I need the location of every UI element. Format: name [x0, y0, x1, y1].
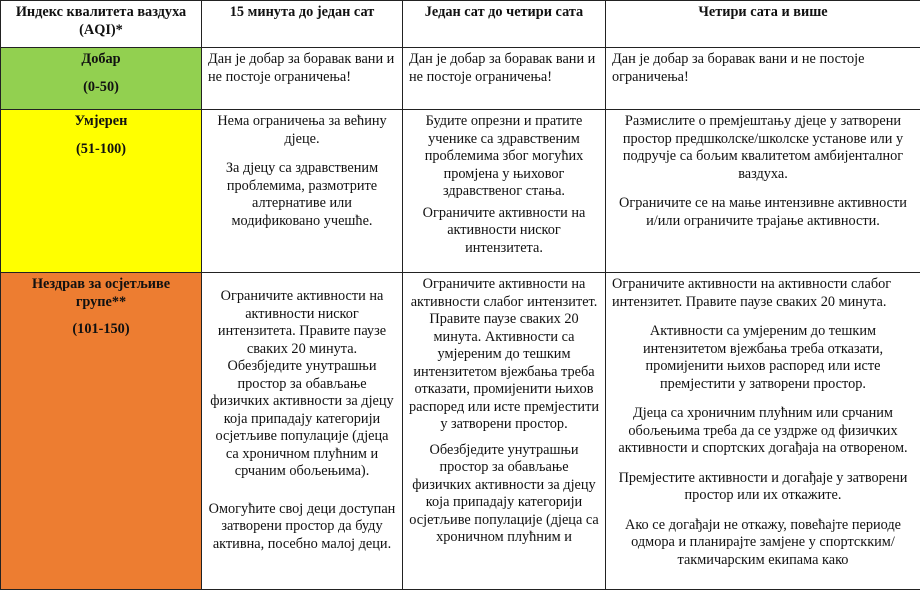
cell-usg-4h	[606, 273, 920, 590]
header-4h-plus: Четири сата и више	[606, 1, 920, 48]
guidance-text: Дјеца са хроничним плућним или срчаним обољењима треба да се уздрже од физичких активности и спортских догађаја на отвореном.	[612, 405, 914, 458]
guidance-text: Обезбједите унутрашњи простор за обављање физичких активности за дјецу која припадају категорији осјетљиве популације (дјеца са хроничном плућним и	[409, 442, 599, 547]
guidance-text: Ограничите активности на активности слабог интензитет. Правите паузе сваких 20 минута. Активности са умјереним до тешким интензитетом вјежбања треба отказати, промијенити њихов распоред или исте премјестити у затворени простор.	[409, 276, 599, 434]
category-cell-moderate	[1, 110, 202, 273]
guidance-text: Ограничите се на мање интензивне активности и/или ограничите трајање активности.	[612, 195, 914, 230]
category-cell-good	[1, 48, 202, 110]
row-unhealthy-sensitive	[1, 273, 920, 590]
guidance-text: Активности са умјереним до тешким интензитетом вјежбања треба отказати, промијенити њихов распоред или исте премјестити у затворени простор.	[612, 323, 914, 393]
cell-good-1h	[403, 48, 606, 110]
header-1h-4h: Један сат до четири сата	[403, 1, 606, 48]
guidance-text: Ограничите активности на активности слабог интензитет. Правите паузе сваких 20 минута.	[612, 276, 914, 311]
cell-good-4h	[606, 48, 920, 110]
guidance-text: Ограничите активности на активности ниског интензитета. Правите паузе сваких 20 минута. Обезбједите унутрашњи простор за обављање физичких активности за дјецу која припадају категорији осјетљиве популације (дјеца са хроничном плућним и срчаним обољењима).	[208, 288, 396, 481]
category-cell-unhealthy-sensitive	[1, 273, 202, 590]
cell-usg-1h	[403, 273, 606, 590]
cell-usg-15min	[202, 273, 403, 590]
guidance-text: Ограничите активности на активности ниског интензитета.	[409, 205, 599, 258]
guidance-text: Будите опрезни и пратите ученике са здравственим проблемима због могућих промјена у њиховог здравственог стања.	[409, 113, 599, 201]
category-range: (101-150)	[7, 321, 195, 339]
guidance-text: За дјецу са здравственим проблемима, размотрите алтернативе или модификовано учешће.	[208, 160, 396, 230]
category-range: (51-100)	[7, 141, 195, 159]
guidance-text: Ако се догађаји не откажу, повећајте периоде одмора и планирајте замјене у спортскким/такмичарским екипама како	[612, 517, 914, 570]
row-moderate	[1, 110, 920, 273]
guidance-text: Дан је добар за боравак вани и не постоје ограничења!	[208, 51, 396, 86]
guidance-text: Омогућите свој деци доступан затворени простор да буду активна, посебно малој деци.	[208, 501, 396, 554]
cell-moderate-1h	[403, 110, 606, 273]
guidance-text: Премјестите активности и догађаје у затворени простор или их откажите.	[612, 470, 914, 505]
category-range: (0-50)	[7, 79, 195, 97]
guidance-text: Дан је добар за боравак вани и не постоје ограничења!	[612, 51, 914, 86]
category-name: Добар	[7, 51, 195, 69]
category-name: Нездрав за осјетљиве групе**	[7, 276, 195, 311]
category-name: Умјерен	[7, 113, 195, 131]
guidance-text: Дан је добар за боравак вани и не постоје ограничења!	[409, 51, 599, 86]
cell-good-15min	[202, 48, 403, 110]
header-15min-1h: 15 минута до један сат	[202, 1, 403, 48]
header-row	[1, 1, 920, 48]
cell-moderate-15min	[202, 110, 403, 273]
row-good	[1, 48, 920, 110]
guidance-text: Размислите о премјештању дјеце у затворени простор предшколске/школске установе или у подручје са бољим квалитетом амбијенталног ваздуха.	[612, 113, 914, 183]
guidance-text: Нема ограничења за већину дјеце.	[208, 113, 396, 148]
header-aqi: Индекс квалитета ваздуха (AQI)*	[1, 1, 202, 48]
cell-moderate-4h	[606, 110, 920, 273]
